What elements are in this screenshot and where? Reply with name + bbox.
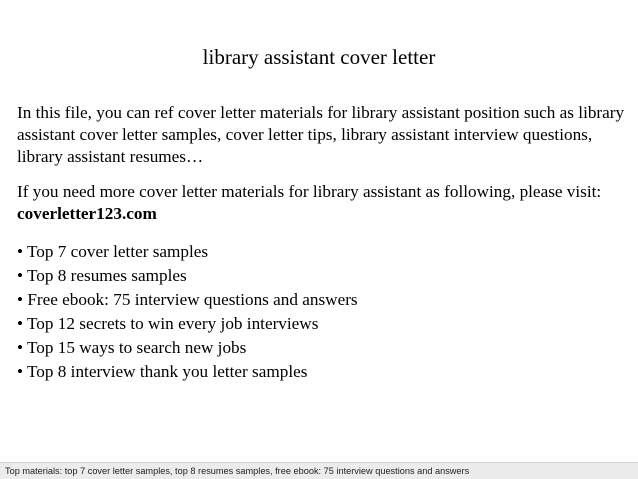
intro-paragraph: In this file, you can ref cover letter materials for library assistant position such as library assistant cover letter samples, cover letter tips, library assistant interview questions, library assistant resumes… [17, 103, 625, 166]
footer-bar [0, 462, 638, 479]
list-item: • Top 15 ways to search new jobs [17, 338, 247, 357]
list-item: • Top 7 cover letter samples [17, 242, 209, 261]
list-item: • Top 12 secrets to win every job interviews [17, 314, 319, 333]
list-item: • Free ebook: 75 interview questions and answers [17, 290, 358, 309]
site-link[interactable]: coverletter123.com [17, 204, 157, 223]
materials-list [17, 240, 358, 384]
more-info-text: If you need more cover letter materials for library assistant as following, please visit: [17, 182, 602, 201]
list-item: • Top 8 interview thank you letter samples [17, 362, 308, 381]
more-info-paragraph [17, 181, 629, 225]
page-title: library assistant cover letter [202, 45, 436, 69]
footer-text: Top materials: top 7 cover letter samples, top 8 resumes samples, free ebook: 75 interview questions and answers [5, 466, 470, 476]
list-item: • Top 8 resumes samples [17, 266, 187, 285]
